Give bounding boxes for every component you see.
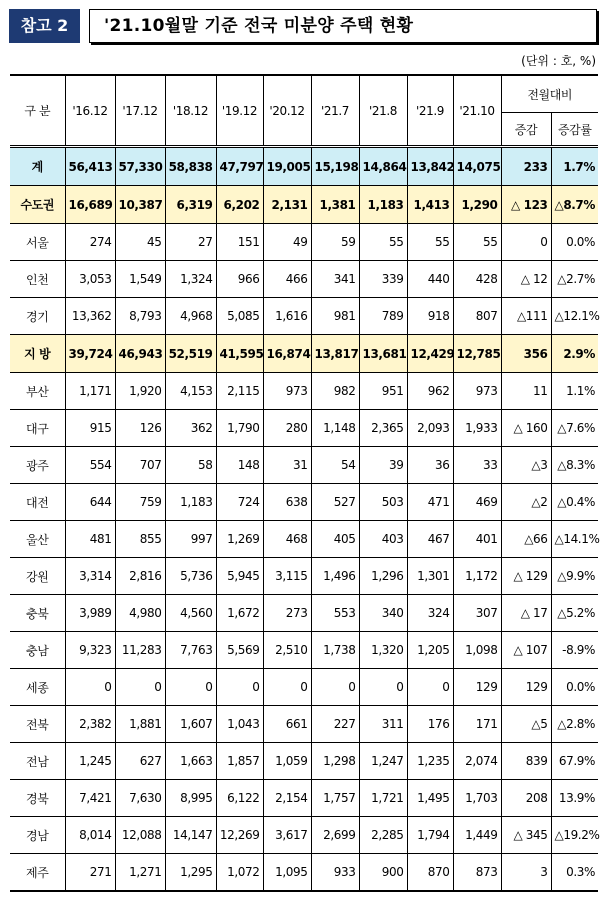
table-cell: 1,933 xyxy=(453,410,501,447)
table-cell: 59 xyxy=(311,224,359,261)
table-cell: 0.3% xyxy=(551,854,598,892)
table-cell: 1,663 xyxy=(165,743,216,780)
table-cell: △3 xyxy=(501,447,551,484)
table-cell: 6,202 xyxy=(216,186,263,224)
table-cell: 36 xyxy=(407,447,453,484)
table-cell: 176 xyxy=(407,706,453,743)
table-cell: 1,295 xyxy=(165,854,216,892)
table-cell: 933 xyxy=(311,854,359,892)
table-cell: 401 xyxy=(453,521,501,558)
table-row xyxy=(10,224,598,261)
table-cell: 1.7% xyxy=(551,147,598,186)
table-cell: 553 xyxy=(311,595,359,632)
table-cell: 13,681 xyxy=(359,335,407,373)
table-cell: 0 xyxy=(501,224,551,261)
column-header: '21.9 xyxy=(407,75,453,147)
table-cell: △ 107 xyxy=(501,632,551,669)
table-cell: △14.1% xyxy=(551,521,598,558)
row-label: 경남 xyxy=(10,817,65,854)
table-cell: 2,074 xyxy=(453,743,501,780)
table-cell: 280 xyxy=(263,410,311,447)
table-cell: 129 xyxy=(501,669,551,706)
table-row xyxy=(10,484,598,521)
table-cell: 55 xyxy=(359,224,407,261)
table-cell: 428 xyxy=(453,261,501,298)
table-cell: △2 xyxy=(501,484,551,521)
table-cell: 33 xyxy=(453,447,501,484)
table-row xyxy=(10,410,598,447)
table-cell: 54 xyxy=(311,447,359,484)
table-cell: 627 xyxy=(115,743,165,780)
table-row xyxy=(10,558,598,595)
table-cell: 1,381 xyxy=(311,186,359,224)
sub-header: 증감률 xyxy=(551,113,598,147)
table-cell: 171 xyxy=(453,706,501,743)
table-cell: 13.9% xyxy=(551,780,598,817)
table-cell: 1,794 xyxy=(407,817,453,854)
table-cell: 49 xyxy=(263,224,311,261)
table-cell: 966 xyxy=(216,261,263,298)
table-cell: 16,874 xyxy=(263,335,311,373)
table-cell: 1,183 xyxy=(165,484,216,521)
table-cell: 466 xyxy=(263,261,311,298)
table-cell: 55 xyxy=(407,224,453,261)
table-row xyxy=(10,521,598,558)
column-header: '16.12 xyxy=(65,75,115,147)
table-cell: 12,088 xyxy=(115,817,165,854)
table-cell: 1,148 xyxy=(311,410,359,447)
table-cell: 1,607 xyxy=(165,706,216,743)
table-cell: 1,298 xyxy=(311,743,359,780)
table-cell: 56,413 xyxy=(65,147,115,186)
table-cell: 789 xyxy=(359,298,407,335)
table-cell: 4,968 xyxy=(165,298,216,335)
table-cell: 1,721 xyxy=(359,780,407,817)
corner-header: 구 분 xyxy=(10,75,65,147)
table-cell: 0 xyxy=(263,669,311,706)
table-cell: 1,549 xyxy=(115,261,165,298)
row-label: 경북 xyxy=(10,780,65,817)
table-cell: 973 xyxy=(263,373,311,410)
table-cell: 19,005 xyxy=(263,147,311,186)
column-header: '21.8 xyxy=(359,75,407,147)
table-cell: 208 xyxy=(501,780,551,817)
table-cell: 468 xyxy=(263,521,311,558)
table-cell: 356 xyxy=(501,335,551,373)
table-cell: 973 xyxy=(453,373,501,410)
table-cell: 341 xyxy=(311,261,359,298)
table-cell: 227 xyxy=(311,706,359,743)
table-cell: 759 xyxy=(115,484,165,521)
table-cell: 1,205 xyxy=(407,632,453,669)
table-cell: 403 xyxy=(359,521,407,558)
table-cell: 273 xyxy=(263,595,311,632)
table-cell: 8,014 xyxy=(65,817,115,854)
table-cell: 126 xyxy=(115,410,165,447)
table-cell: 1,072 xyxy=(216,854,263,892)
row-label: 강원 xyxy=(10,558,65,595)
table-cell: 13,842 xyxy=(407,147,453,186)
column-header: '21.10 xyxy=(453,75,501,147)
table-cell: △8.7% xyxy=(551,186,598,224)
table-cell: 1,495 xyxy=(407,780,453,817)
table-cell: 661 xyxy=(263,706,311,743)
row-label: 서울 xyxy=(10,224,65,261)
table-cell: 8,995 xyxy=(165,780,216,817)
table-cell: △2.7% xyxy=(551,261,598,298)
table-cell: 58,838 xyxy=(165,147,216,186)
table-cell: 981 xyxy=(311,298,359,335)
table-cell: △9.9% xyxy=(551,558,598,595)
table-cell: 13,362 xyxy=(65,298,115,335)
table-cell: 39 xyxy=(359,447,407,484)
table-cell: 6,122 xyxy=(216,780,263,817)
table-cell: △7.6% xyxy=(551,410,598,447)
table-cell: 3,617 xyxy=(263,817,311,854)
table-cell: 45 xyxy=(115,224,165,261)
table-row xyxy=(10,147,598,186)
table-cell: 471 xyxy=(407,484,453,521)
column-header: '19.12 xyxy=(216,75,263,147)
table-cell: 2,093 xyxy=(407,410,453,447)
table-cell: 2,699 xyxy=(311,817,359,854)
table-cell: 2,154 xyxy=(263,780,311,817)
table-cell: 527 xyxy=(311,484,359,521)
row-label: 제주 xyxy=(10,854,65,892)
row-label: 충북 xyxy=(10,595,65,632)
table-cell: -8.9% xyxy=(551,632,598,669)
table-cell: 46,943 xyxy=(115,335,165,373)
table-cell: 1,271 xyxy=(115,854,165,892)
row-label: 계 xyxy=(10,147,65,186)
table-cell: 31 xyxy=(263,447,311,484)
table-cell: 5,945 xyxy=(216,558,263,595)
table-row xyxy=(10,854,598,892)
table-cell: 55 xyxy=(453,224,501,261)
row-label: 수도권 xyxy=(10,186,65,224)
row-label: 충남 xyxy=(10,632,65,669)
table-row xyxy=(10,298,598,335)
table-cell: 10,387 xyxy=(115,186,165,224)
table-cell: 1,790 xyxy=(216,410,263,447)
table-row xyxy=(10,817,598,854)
row-label: 부산 xyxy=(10,373,65,410)
table-cell: 0 xyxy=(216,669,263,706)
table-cell: 1,320 xyxy=(359,632,407,669)
table-cell: 14,864 xyxy=(359,147,407,186)
table-cell: △ 17 xyxy=(501,595,551,632)
table-cell: 2,365 xyxy=(359,410,407,447)
table-cell: 855 xyxy=(115,521,165,558)
table-cell: 638 xyxy=(263,484,311,521)
table-cell: 951 xyxy=(359,373,407,410)
page-header xyxy=(9,9,597,43)
row-label: 대전 xyxy=(10,484,65,521)
table-cell: 11,283 xyxy=(115,632,165,669)
table-cell: 4,980 xyxy=(115,595,165,632)
table-cell: 1,245 xyxy=(65,743,115,780)
table-cell: △12.1% xyxy=(551,298,598,335)
row-label: 인천 xyxy=(10,261,65,298)
table-cell: △ 345 xyxy=(501,817,551,854)
table-cell: 12,269 xyxy=(216,817,263,854)
table-cell: 1,290 xyxy=(453,186,501,224)
table-row xyxy=(10,780,598,817)
table-cell: 915 xyxy=(65,410,115,447)
unit-note: (단위 : 호, %) xyxy=(521,54,596,68)
table-cell: △ 129 xyxy=(501,558,551,595)
table-cell: 7,630 xyxy=(115,780,165,817)
table-cell: △8.3% xyxy=(551,447,598,484)
table-cell: 1,059 xyxy=(263,743,311,780)
table-cell: 1,301 xyxy=(407,558,453,595)
table-cell: 1,171 xyxy=(65,373,115,410)
page-title: '21.10월말 기준 전국 미분양 주택 현황 xyxy=(104,16,414,36)
table-cell: 57,330 xyxy=(115,147,165,186)
table-cell: 2.9% xyxy=(551,335,598,373)
row-label: 울산 xyxy=(10,521,65,558)
table-cell: 2,131 xyxy=(263,186,311,224)
table-cell: 0 xyxy=(407,669,453,706)
table-cell: 9,323 xyxy=(65,632,115,669)
table-cell: 1,881 xyxy=(115,706,165,743)
table-cell: 1,738 xyxy=(311,632,359,669)
table-cell: 1,703 xyxy=(453,780,501,817)
table-cell: 3 xyxy=(501,854,551,892)
table-cell: 12,429 xyxy=(407,335,453,373)
table-cell: △ 123 xyxy=(501,186,551,224)
group-header: 전월대비 xyxy=(501,75,598,113)
table-row xyxy=(10,595,598,632)
table-cell: 5,569 xyxy=(216,632,263,669)
table-row xyxy=(10,447,598,484)
table-cell: 11 xyxy=(501,373,551,410)
table-cell: 39,724 xyxy=(65,335,115,373)
table-cell: 340 xyxy=(359,595,407,632)
table-cell: 503 xyxy=(359,484,407,521)
column-header: '18.12 xyxy=(165,75,216,147)
table-cell: 1,235 xyxy=(407,743,453,780)
table-cell: 2,510 xyxy=(263,632,311,669)
table-cell: 148 xyxy=(216,447,263,484)
table-cell: 151 xyxy=(216,224,263,261)
row-label: 전북 xyxy=(10,706,65,743)
table-cell: 1,296 xyxy=(359,558,407,595)
table-cell: 8,793 xyxy=(115,298,165,335)
table-cell: 47,797 xyxy=(216,147,263,186)
table-cell: 2,382 xyxy=(65,706,115,743)
table-cell: 27 xyxy=(165,224,216,261)
table-cell: 0 xyxy=(115,669,165,706)
table-cell: 440 xyxy=(407,261,453,298)
table-cell: 1,098 xyxy=(453,632,501,669)
row-label: 세종 xyxy=(10,669,65,706)
table-cell: 3,115 xyxy=(263,558,311,595)
table-cell: 1,247 xyxy=(359,743,407,780)
table-cell: 1,183 xyxy=(359,186,407,224)
table-cell: 0.0% xyxy=(551,224,598,261)
table-cell: 4,153 xyxy=(165,373,216,410)
table-cell: 324 xyxy=(407,595,453,632)
column-header: '21.7 xyxy=(311,75,359,147)
table-cell: 807 xyxy=(453,298,501,335)
table-cell: 1,095 xyxy=(263,854,311,892)
table-cell: △ 12 xyxy=(501,261,551,298)
table-cell: 870 xyxy=(407,854,453,892)
reference-badge: 참고 2 xyxy=(9,9,80,43)
table-cell: △2.8% xyxy=(551,706,598,743)
row-label: 지 방 xyxy=(10,335,65,373)
table-cell: 7,763 xyxy=(165,632,216,669)
table-cell: 311 xyxy=(359,706,407,743)
table-cell: 58 xyxy=(165,447,216,484)
table-cell: 0 xyxy=(65,669,115,706)
row-label: 전남 xyxy=(10,743,65,780)
table-cell: △5.2% xyxy=(551,595,598,632)
table-cell: 0 xyxy=(311,669,359,706)
row-label: 대구 xyxy=(10,410,65,447)
table-cell: △5 xyxy=(501,706,551,743)
table-cell: 6,319 xyxy=(165,186,216,224)
table-cell: 12,785 xyxy=(453,335,501,373)
table-cell: 3,314 xyxy=(65,558,115,595)
table-cell: 1,269 xyxy=(216,521,263,558)
table-row xyxy=(10,669,598,706)
table-cell: 0.0% xyxy=(551,669,598,706)
table-cell: 1,672 xyxy=(216,595,263,632)
table-row xyxy=(10,743,598,780)
table-cell: △111 xyxy=(501,298,551,335)
table-cell: △66 xyxy=(501,521,551,558)
table-cell: 1.1% xyxy=(551,373,598,410)
row-label: 광주 xyxy=(10,447,65,484)
table-cell: 405 xyxy=(311,521,359,558)
table-cell: 0 xyxy=(165,669,216,706)
table-cell: △0.4% xyxy=(551,484,598,521)
table-cell: 0 xyxy=(359,669,407,706)
table-cell: 14,147 xyxy=(165,817,216,854)
table-cell: 873 xyxy=(453,854,501,892)
table-cell: 918 xyxy=(407,298,453,335)
row-label: 경기 xyxy=(10,298,65,335)
table-cell: 7,421 xyxy=(65,780,115,817)
table-cell: △ 160 xyxy=(501,410,551,447)
table-cell: 1,496 xyxy=(311,558,359,595)
table-body xyxy=(10,147,598,892)
table-cell: 274 xyxy=(65,224,115,261)
table-cell: 707 xyxy=(115,447,165,484)
table-cell: 1,857 xyxy=(216,743,263,780)
table-cell: 307 xyxy=(453,595,501,632)
table-cell: 362 xyxy=(165,410,216,447)
table-cell: 2,285 xyxy=(359,817,407,854)
unsold-housing-table xyxy=(10,74,598,892)
table-cell: 41,595 xyxy=(216,335,263,373)
table-cell: 3,053 xyxy=(65,261,115,298)
table-cell: 1,616 xyxy=(263,298,311,335)
table-cell: 5,085 xyxy=(216,298,263,335)
table-cell: 129 xyxy=(453,669,501,706)
table-row xyxy=(10,186,598,224)
table-cell: 962 xyxy=(407,373,453,410)
table-cell: 644 xyxy=(65,484,115,521)
table-row xyxy=(10,335,598,373)
table-row xyxy=(10,706,598,743)
table-cell: 14,075 xyxy=(453,147,501,186)
table-cell: 900 xyxy=(359,854,407,892)
table-cell: 1,324 xyxy=(165,261,216,298)
table-cell: 724 xyxy=(216,484,263,521)
title-box xyxy=(89,9,597,43)
table-cell: 2,115 xyxy=(216,373,263,410)
table-cell: 233 xyxy=(501,147,551,186)
table-cell: 554 xyxy=(65,447,115,484)
table-cell: 339 xyxy=(359,261,407,298)
table-cell: 271 xyxy=(65,854,115,892)
table-row xyxy=(10,261,598,298)
table-cell: 3,989 xyxy=(65,595,115,632)
table-cell: 52,519 xyxy=(165,335,216,373)
table-cell: △19.2% xyxy=(551,817,598,854)
column-header: '17.12 xyxy=(115,75,165,147)
table-cell: 4,560 xyxy=(165,595,216,632)
table-cell: 982 xyxy=(311,373,359,410)
table-cell: 2,816 xyxy=(115,558,165,595)
table-cell: 467 xyxy=(407,521,453,558)
table-cell: 469 xyxy=(453,484,501,521)
sub-header: 증감 xyxy=(501,113,551,147)
table-cell: 1,172 xyxy=(453,558,501,595)
table-cell: 5,736 xyxy=(165,558,216,595)
table-cell: 1,920 xyxy=(115,373,165,410)
table-row xyxy=(10,373,598,410)
table-cell: 1,449 xyxy=(453,817,501,854)
table-cell: 16,689 xyxy=(65,186,115,224)
column-header: '20.12 xyxy=(263,75,311,147)
table-cell: 1,757 xyxy=(311,780,359,817)
table-cell: 13,817 xyxy=(311,335,359,373)
table-cell: 997 xyxy=(165,521,216,558)
table-cell: 1,413 xyxy=(407,186,453,224)
table-cell: 1,043 xyxy=(216,706,263,743)
table-cell: 67.9% xyxy=(551,743,598,780)
table-cell: 481 xyxy=(65,521,115,558)
table-cell: 15,198 xyxy=(311,147,359,186)
table-row xyxy=(10,632,598,669)
table-cell: 839 xyxy=(501,743,551,780)
